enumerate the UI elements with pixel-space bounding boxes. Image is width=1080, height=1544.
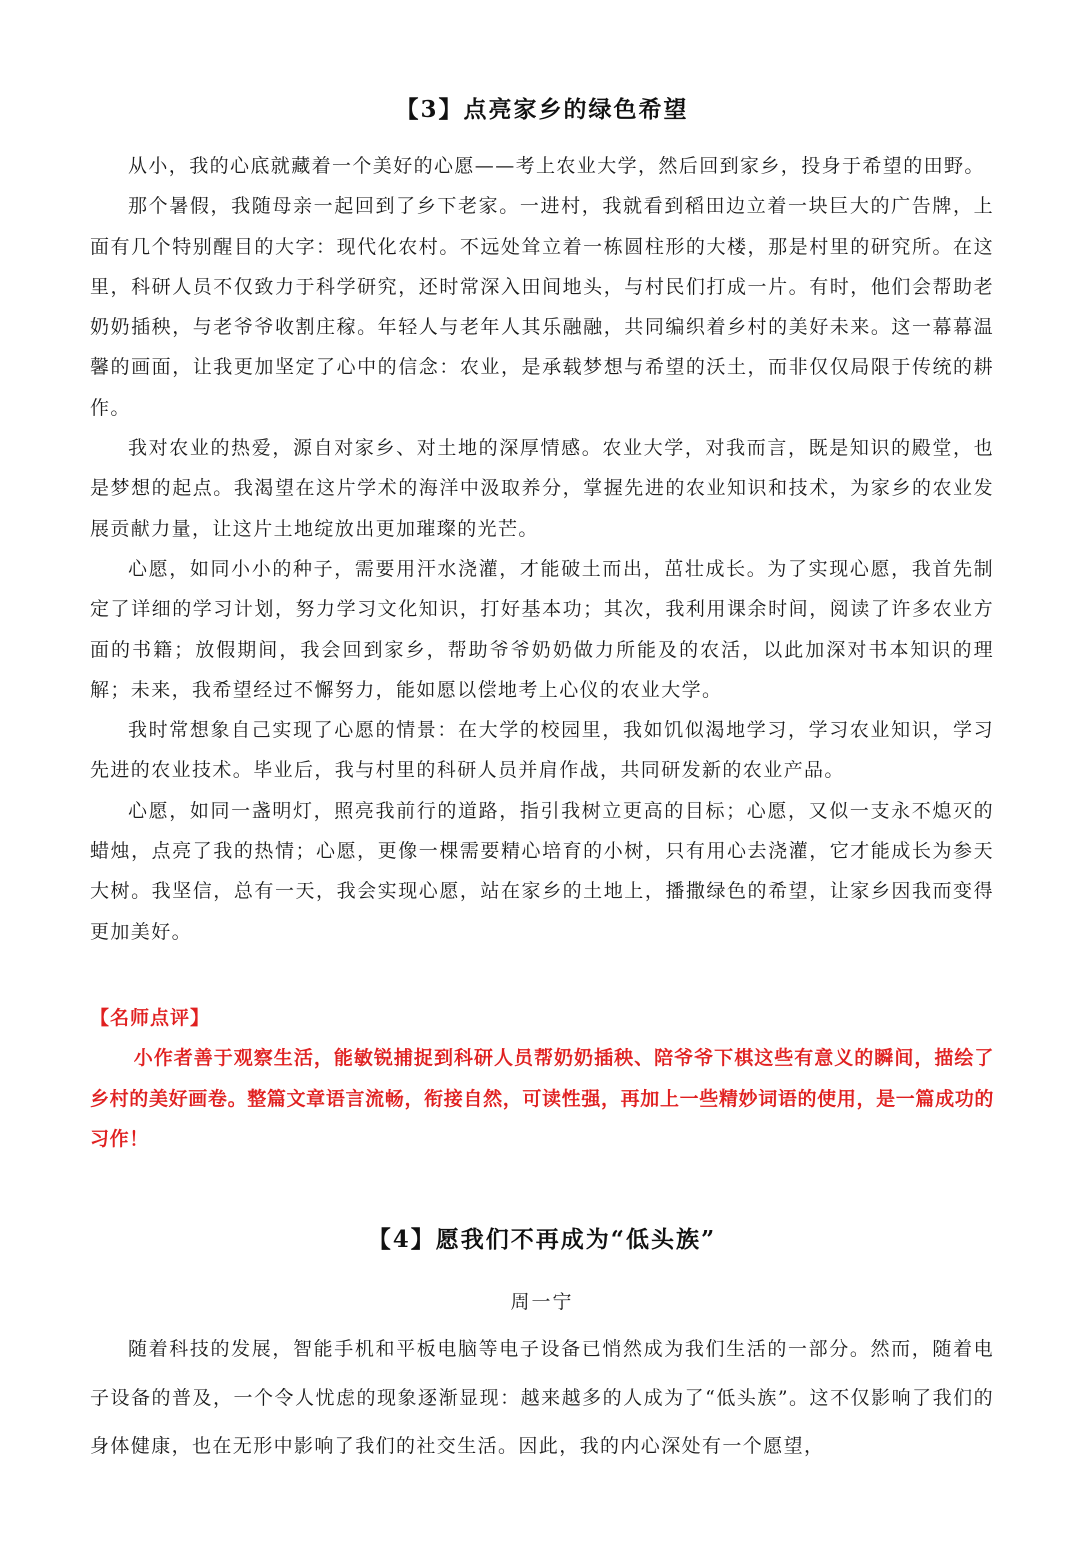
essay-4-body — [90, 1325, 994, 1471]
essay-4-paragraph-1: 随着科技的发展，智能手机和平板电脑等电子设备已悄然成为我们生活的一部分。然而，随着电子设备的普及，一个令人忧虑的现象逐渐显现：越来越多的人成为了“低头族”。这不仅影响了我们的身体健康，也在无形中影响了我们的社交生活。因此，我的内心深处有一个愿望， — [90, 1338, 994, 1457]
essay-3-paragraph-5: 我时常想象自己实现了心愿的情景：在大学的校园里，我如饥似渴地学习，学习农业知识，学习先进的农业技术。毕业后，我与村里的科研人员并肩作战，共同研发新的农业产品。 — [90, 719, 994, 782]
essay-3-paragraph-2: 那个暑假，我随母亲一起回到了乡下老家。一进村，我就看到稻田边立着一块巨大的广告牌，上面有几个特别醒目的大字：现代化农村。不远处耸立着一栋圆柱形的大楼，那是村里的研究所。在这里，科研人员不仅致力于科学研究，还时常深入田间地头，与村民们打成一片。有时，他们会帮助老奶奶插秧，与老爷爷收割庄稼。年轻人与老年人其乐融融，共同编织着乡村的美好未来。这一幕幕温馨的画面，让我更加坚定了心中的信念：农业，是承载梦想与希望的沃土，而非仅仅局限于传统的耕作。 — [90, 195, 994, 419]
essay-3-title: 【3】点亮家乡的绿色希望 — [395, 96, 689, 123]
essay-4-author-block — [90, 1287, 994, 1317]
essay-3-body — [90, 146, 994, 952]
essay-3-paragraph-1: 从小，我的心底就藏着一个美好的心愿——考上农业大学，然后回到家乡，投身于希望的田野。 — [128, 155, 985, 177]
essay-3-review — [90, 1004, 994, 1032]
essay-3 — [90, 94, 994, 126]
essay-3-paragraph-4: 心愿，如同小小的种子，需要用汗水浇灌，才能破土而出，茁壮成长。为了实现心愿，我首先制定了详细的学习计划，努力学习文化知识，打好基本功；其次，我利用课余时间，阅读了许多农业方面的书籍；放假期间，我会回到家乡，帮助爷爷奶奶做力所能及的农活，以此加深对书本知识的理解；未来，我希望经过不懈努力，能如愿以偿地考上心仪的农业大学。 — [90, 557, 994, 701]
essay-4 — [90, 1224, 994, 1256]
essay-4-title: 【4】愿我们不再成为“低头族” — [367, 1226, 717, 1253]
essay-4-author: 周一宁 — [510, 1291, 574, 1313]
essay-3-paragraph-6: 心愿，如同一盏明灯，照亮我前行的道路，指引我树立更高的目标；心愿，又似一支永不熄灭的蜡烛，点亮了我的热情；心愿，更像一棵需要精心培育的小树，只有用心去浇灌，它才能成长为参天大树。我坚信，总有一天，我会实现心愿，站在家乡的土地上，播撒绿色的希望，让家乡因我而变得更加美好。 — [90, 799, 994, 943]
review-text: 小作者善于观察生活，能敏锐捕捉到科研人员帮奶奶插秧、陪爷爷下棋这些有意义的瞬间，描绘了乡村的美好画卷。整篇文章语言流畅，衔接自然，可读性强，再加上一些精妙词语的使用，是一篇成功的习作！ — [90, 1047, 994, 1150]
review-label: 【名师点评】 — [90, 1007, 211, 1029]
essay-3-review-body — [90, 1038, 994, 1160]
essay-3-paragraph-3: 我对农业的热爱，源自对家乡、对土地的深厚情感。农业大学，对我而言，既是知识的殿堂，也是梦想的起点。我渴望在这片学术的海洋中汲取养分，掌握先进的农业知识和技术，为家乡的农业发展贡献力量，让这片土地绽放出更加璀璨的光芒。 — [90, 437, 994, 540]
